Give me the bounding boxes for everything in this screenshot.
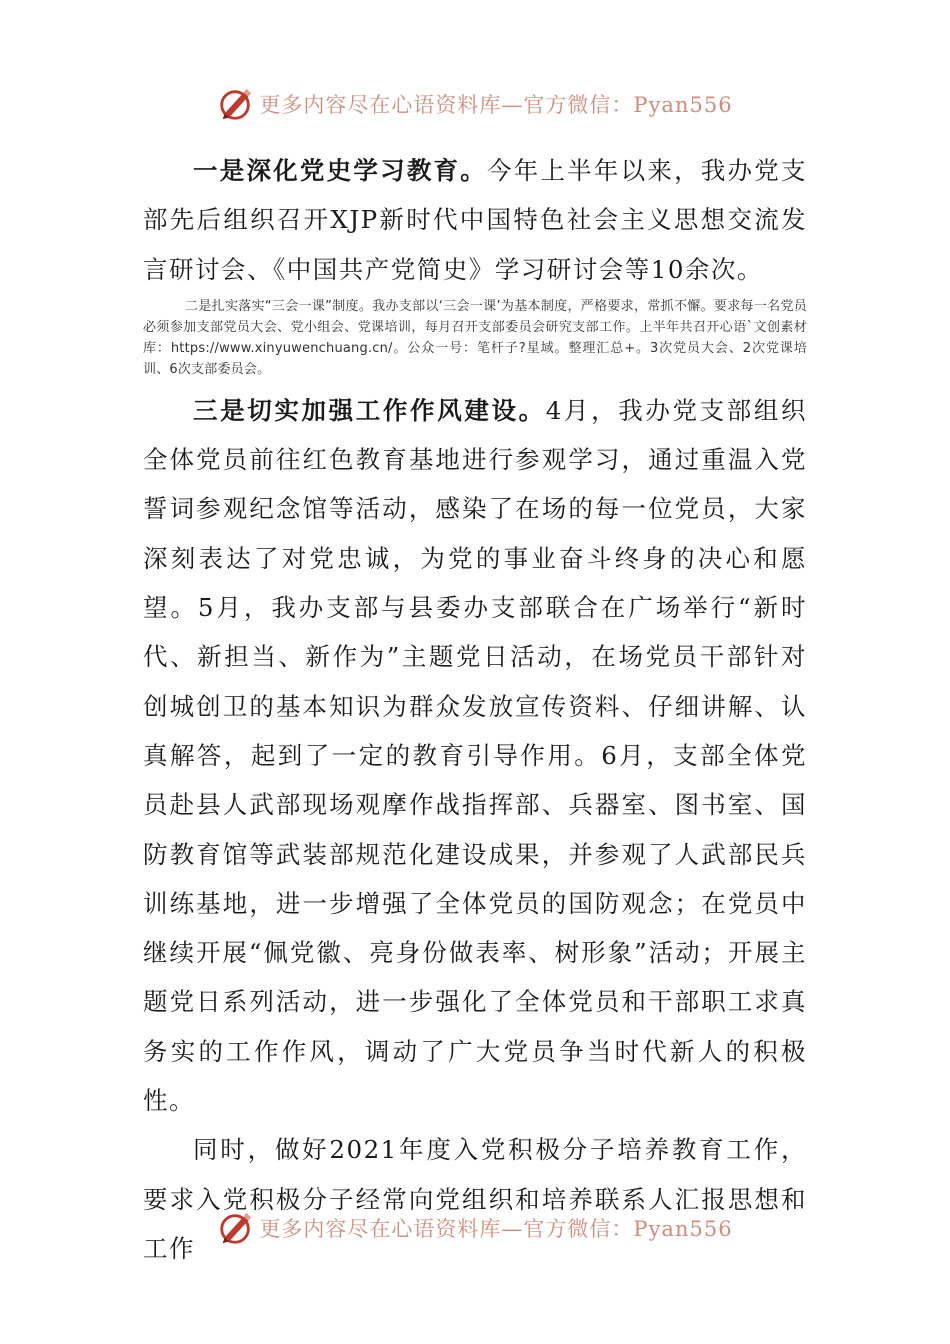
footer-banner-text: 更多内容尽在心语资料库—官方微信：Pyan556 [259,1217,733,1241]
paragraph-three-meetings: 二是扎实落实“三会一课”制度。我办支部以‘三会一课’为基本制度，严格要求，常抓不懈。要求每一名党员必须参加支部党员大会、党小组会、党课培训，每月召开支部委员会研究支部工作。上半年共召开心语`文创素材库：https://www.xinyuwenchuang.cn/。公众一号：笔杆子?星域。整理汇总+。3次党员大会、2次党课培训、6次支部委员会。 [143,298,807,377]
paragraph-text: 4月，我办党支部组织全体党员前往红色教育基地进行参观学习，通过重温入党誓词参观纪念馆等活动，感染了在场的每一位党员，大家深刻表达了对党忠诚，为党的事业奋斗终身的决心和愿望。5月，我办支部与县委办支部联合在广场举行“新时代、新担当、新作为”主题党日活动，在场党员干部针对创城创卫的基本知识为群众发放宣传资料、仔细讲解、认真解答，起到了一定的教育引导作用。6月，支部全体党员赴县人武部现场观摩作战指挥部、兵器室、图书室、国防教育馆等武装部规范化建设成果，并参观了人武部民兵训练基地，进一步增强了全体党员的国防观念；在党员中继续开展“佩党徽、亮身份做表率、树形象”活动；开展主题党日系列活动，进一步强化了全体党员和干部职工求真务实的工作作风，调动了广大党员争当时代新人的积极性。 [143,395,807,1116]
document-body [143,146,807,1273]
header-banner-text: 更多内容尽在心语资料库—官方微信：Pyan556 [259,93,733,117]
paragraph-party-history [143,146,807,294]
paragraph-lead: 一是深化党史学习教育。 [193,156,487,185]
paragraph-lead: 三是切实加强工作作风建设。 [193,395,546,425]
paragraph-text: 今年上半年以来，我办党支部先后组织召开XJP新时代中国特色社会主义思想交流发言研讨会、《中国共产党简史》学习研讨会等10余次。 [143,156,807,284]
header-banner [0,80,950,128]
paragraph-activists: 同时，做好2021年度入党积极分子培养教育工作，要求入党积极分子经常向党组织和培养联系人汇报思想和工作 [143,1135,807,1263]
footer-banner [0,1204,950,1252]
pen-logo-icon [217,1209,255,1247]
paragraph-work-style [143,386,807,1125]
pen-logo-icon [217,85,255,123]
